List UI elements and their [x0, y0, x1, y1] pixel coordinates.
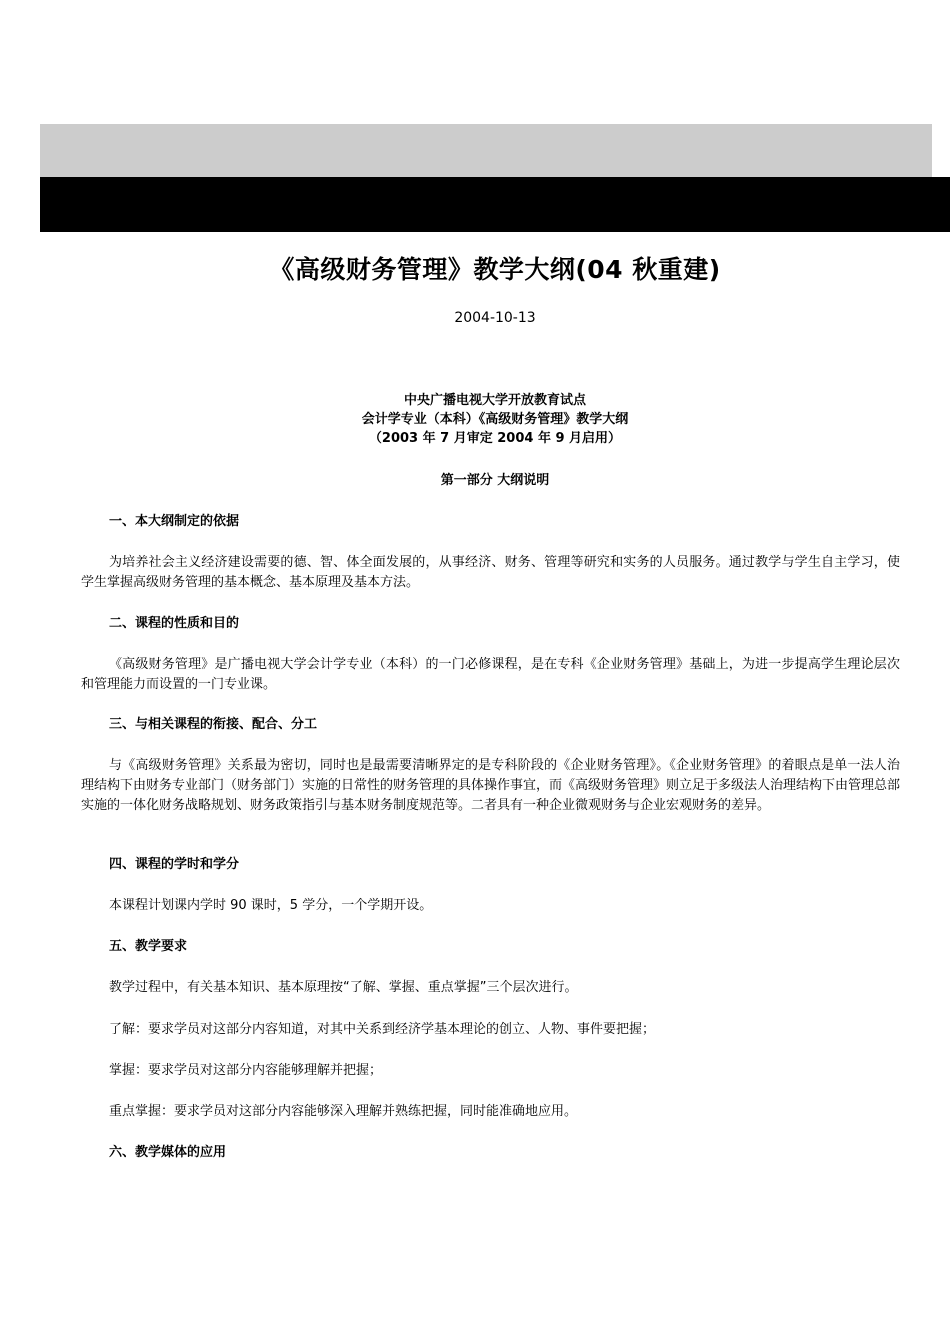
requirement-item: 重点掌握：要求学员对这部分内容能够深入理解并熟练把握，同时能准确地应用。 [109, 1104, 578, 1119]
section-1-text: 为培养社会主义经济建设需要的德、智、体全面发展的，从事经济、财务、管理等研究和实务的人员服务。通过教学与学生自主学习，使学生掌握高级财务管理的基本概念、基本原理及基本方法。 [81, 555, 900, 590]
section-3-text: 与《高级财务管理》关系最为密切，同时也是最需要清晰界定的是专科阶段的《企业财务管理》。《企业财务管理》的着眼点是单一法人治理结构下由财务专业部门（财务部门）实施的日常性的财务管理的具体操作事宜，而《高级财务管理》则立足于多级法人治理结构下由管理总部实施的一体化财务战略规划、财务政策指引与基本财务制度规范等。二者具有一种企业微观财务与企业宏观财务的差异。 [81, 758, 901, 813]
section-4-text: 本课程计划课内学时 90 课时，5 学分，一个学期开设。 [109, 898, 433, 913]
section-2-text: 《高级财务管理》是广播电视大学会计学专业（本科）的一门必修课程，是在专科《企业财务管理》基础上，为进一步提高学生理论层次和管理能力而设置的一门专业课。 [81, 657, 900, 692]
section-6-heading: 六、教学媒体的应用 [109, 1145, 227, 1160]
section-3-heading: 三、与相关课程的衔接、配合、分工 [109, 717, 318, 732]
section-5-heading: 五、教学要求 [109, 939, 188, 954]
document-date: 2004-10-13 [454, 310, 536, 326]
document-title: 《高级财务管理》教学大纲(04 秋重建) [269, 255, 721, 284]
intro-block [40, 391, 950, 448]
section-2-heading: 二、课程的性质和目的 [109, 616, 240, 631]
intro-line-2: 会计学专业（本科）《高级财务管理》教学大纲 [361, 412, 629, 427]
intro-line-3: （2003 年 7 月审定 2004 年 9 月启用） [368, 431, 622, 446]
section-5-text: 教学过程中，有关基本知识、基本原理按“了解、掌握、重点掌握”三个层次进行。 [109, 980, 578, 995]
requirement-item: 掌握：要求学员对这部分内容能够理解并把握； [109, 1063, 383, 1078]
header-gray-band [40, 124, 932, 177]
part-heading: 第一部分 大纲说明 [440, 473, 550, 488]
requirement-item: 了解：要求学员对这部分内容知道，对其中关系到经济学基本理论的创立、人物、事件要把握； [109, 1022, 656, 1037]
section-1-heading: 一、本大纲制定的依据 [109, 514, 240, 529]
section-4-heading: 四、课程的学时和学分 [109, 857, 240, 872]
intro-line-1: 中央广播电视大学开放教育试点 [403, 393, 586, 408]
header-black-band [40, 177, 950, 232]
